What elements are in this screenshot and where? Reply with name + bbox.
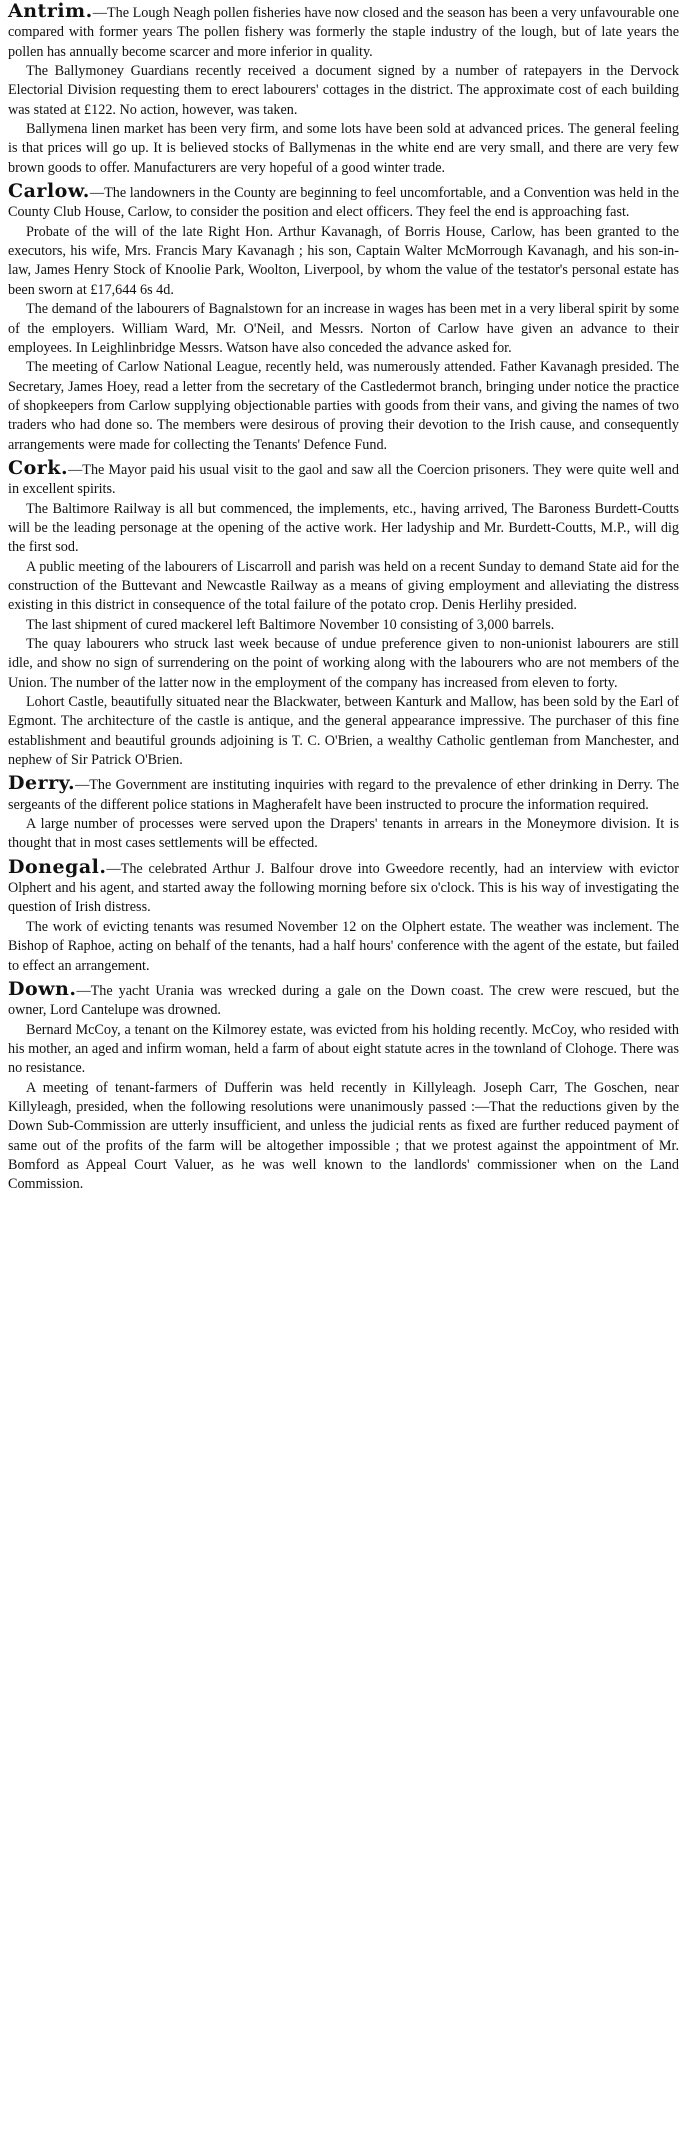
paragraph: Ballymena linen market has been very firm, and some lots have been sold at advanced prices. The general feeling is that prices will go up. It is believed stocks of Ballymenas in the white end are very small, and there are very few brown goods to offer. Manufacturers are very hopeful of a good winter trade.: [8, 121, 679, 176]
paragraph: [8, 774, 679, 815]
paragraph: Probate of the will of the late Right Hon. Arthur Kavanagh, of Borris House, Carlow, has been granted to the executors, his wife, Mrs. Francis Mary Kavanagh ; his son, Captain Walter McMorrough Kavanagh, and his son-in-law, James Henry Stock of Knoolie Park, Woolton, Liverpool, by whom the value of the testator's personal estate has been sworn at £17,644 6s 4d.: [8, 223, 679, 298]
section-heading: Derry.: [8, 772, 76, 795]
section-cork: [8, 456, 679, 771]
section-down: [8, 977, 679, 1195]
paragraph-text: —The celebrated Arthur J. Balfour drove into Gweedore recently, had an interview with evictor Olphert and his agent, and started away the following morning before six o'clock. This is his way of investigating the question of Irish distress.: [8, 860, 679, 916]
paragraph: [8, 855, 679, 918]
paragraph: The work of evicting tenants was resumed November 12 on the Olphert estate. The weather was inclement. The Bishop of Raphoe, acting on behalf of the tenants, had a half hours' conference with the agent of the estate, but failed to effect an arrangement.: [8, 918, 679, 974]
paragraph: [8, 456, 679, 500]
section-derry: [8, 774, 679, 853]
section-antrim: [8, 2, 679, 178]
paragraph-text: —The Government are instituting inquiries with regard to the prevalence of ether drinking in Derry. The sergeants of the different police stations in Magherafelt have been instructed to procure the information required.: [8, 777, 679, 813]
paragraph: The last shipment of cured mackerel left Baltimore November 10 consisting of 3,000 barrels.: [26, 616, 555, 633]
paragraph: [8, 2, 679, 62]
section-heading: Cork.: [8, 456, 69, 479]
paragraph: [8, 977, 679, 1021]
paragraph: A meeting of tenant-farmers of Dufferin was held recently in Killyleagh. Joseph Carr, The Goschen, near Killyleagh, presided, when the following resolutions were unanimously passed :—That the reductions given by the Down Sub-Commission are utterly insufficient, and unless the judicial rents as fixed are further reduced payment of same out of the profits of the farm will be altogether impossible ; that we protest against the appointment of Mr. Bomford as Appeal Court Valuer, as he was well known to the landlords' commissioner when on the Land Commission.: [8, 1079, 679, 1193]
paragraph: A public meeting of the labourers of Liscarroll and parish was held on a recent Sunday to demand State aid for the construction of the Buttevant and Newcastle Railway as a means of giving employment and alleviating the distress existing in this district in consequence of the total failure of the potato crop. Denis Herlihy presided.: [8, 558, 679, 614]
paragraph-text: —The Lough Neagh pollen fisheries have now closed and the season has been a very unfavourable one compared with former years The pollen fishery was formerly the staple industry of the lough, but of late years the pollen has annually become scarcer and more inferior in quality.: [8, 5, 679, 60]
paragraph: The demand of the labourers of Bagnalstown for an increase in wages has been met in a very liberal spirit by some of the employers. William Ward, Mr. O'Neil, and Messrs. Norton of Carlow have given an advance to their employees. In Leighlinbridge Messrs. Watson have also conceded the advance asked for.: [8, 301, 679, 356]
paragraph: The Ballymoney Guardians recently received a document signed by a number of ratepayers in the Dervock Electorial Division requesting them to erect labourers' cottages in the district. The approximate cost of each building was stated at £122. No action, however, was taken.: [8, 63, 679, 118]
section-carlow: [8, 182, 679, 455]
section-heading: Down.: [8, 977, 77, 1000]
section-heading: Donegal.: [8, 855, 107, 878]
section-heading: Antrim.: [8, 0, 93, 22]
paragraph: Bernard McCoy, a tenant on the Kilmorey estate, was evicted from his holding recently. McCoy, who resided with his mother, an aged and infirm woman, held a farm of about eight statute acres in the townland of Clohoge. There was no resistance.: [8, 1021, 679, 1077]
section-donegal: [8, 855, 679, 976]
paragraph-text: —The landowners in the County are beginning to feel uncomfortable, and a Convention was held in the County Club House, Carlow, to consider the position and elect officers. They feel the end is approaching fast.: [8, 185, 679, 221]
paragraph: Lohort Castle, beautifully situated near the Blackwater, between Kanturk and Mallow, has been sold by the Earl of Egmont. The architecture of the castle is antique, and the general appearance impressive. The purchaser of this fine establishment and beautiful grounds adjoining is T. C. O'Brien, a wealthy Catholic gentleman from Manchester, and nephew of Sir Patrick O'Brien.: [8, 694, 679, 769]
paragraph: The quay labourers who struck last week because of undue preference given to non-unionist labourers are still idle, and show no sign of surrendering on the point of working along with the labourers who are not members of the Union. The number of the latter now in the employment of the company has increased from eleven to forty.: [8, 636, 679, 691]
paragraph: [8, 182, 679, 223]
paragraph: The meeting of Carlow National League, recently held, was numerously attended. Father Kavanagh presided. The Secretary, James Hoey, read a letter from the secretary of the Castledermot branch, bringing under notice the practice of shopkeepers from Carlow supplying objectionable parties with goods from their vans, and giving the names of two traders who had done so. The members were desirous of proving their devotion to the Irish cause, and consequently arrangements were made for collecting the Tenants' Defence Fund.: [8, 359, 679, 453]
paragraph-text: —The yacht Urania was wrecked during a gale on the Down coast. The crew were rescued, but the owner, Lord Cantelupe was drowned.: [8, 982, 679, 1019]
paragraph: A large number of processes were served upon the Drapers' tenants in arrears in the Moneymore division. It is thought that in most cases settlements will be effected.: [8, 816, 679, 852]
paragraph-text: —The Mayor paid his usual visit to the gaol and saw all the Coercion prisoners. They were quite well and in excellent spirits.: [8, 461, 679, 498]
section-heading: Carlow.: [8, 180, 90, 203]
paragraph: The Baltimore Railway is all but commenced, the implements, etc., having arrived, The Baroness Burdett-Coutts will be the leading personage at the opening of the active work. Her ladyship and Mr. Burdett-Coutts, M.P., will dig the first sod.: [8, 500, 679, 556]
